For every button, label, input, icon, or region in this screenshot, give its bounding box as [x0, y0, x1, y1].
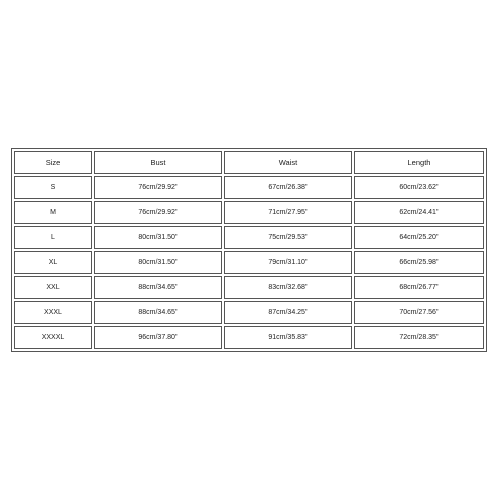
cell-length: 66cm/25.98'': [354, 251, 484, 274]
cell-length: 70cm/27.56'': [354, 301, 484, 324]
cell-waist: 87cm/34.25'': [224, 301, 352, 324]
cell-length: 72cm/28.35'': [354, 326, 484, 349]
table-row: [14, 301, 484, 324]
table-header-row: [14, 151, 484, 174]
cell-waist: 91cm/35.83'': [224, 326, 352, 349]
cell-size: XXXXL: [14, 326, 92, 349]
cell-size: XL: [14, 251, 92, 274]
cell-bust: 88cm/34.65'': [94, 276, 222, 299]
cell-bust: 76cm/29.92'': [94, 201, 222, 224]
table-row: [14, 276, 484, 299]
cell-size: XXL: [14, 276, 92, 299]
cell-waist: 79cm/31.10'': [224, 251, 352, 274]
table-row: [14, 326, 484, 349]
cell-bust: 76cm/29.92'': [94, 176, 222, 199]
header-waist: Waist: [224, 151, 352, 174]
cell-waist: 83cm/32.68'': [224, 276, 352, 299]
cell-length: 62cm/24.41'': [354, 201, 484, 224]
cell-size: M: [14, 201, 92, 224]
cell-waist: 75cm/29.53'': [224, 226, 352, 249]
cell-bust: 96cm/37.80'': [94, 326, 222, 349]
table-row: [14, 226, 484, 249]
header-length: Length: [354, 151, 484, 174]
cell-bust: 80cm/31.50'': [94, 251, 222, 274]
table-row: [14, 251, 484, 274]
cell-bust: 80cm/31.50'': [94, 226, 222, 249]
table-row: [14, 176, 484, 199]
cell-waist: 71cm/27.95'': [224, 201, 352, 224]
size-chart-table: [11, 148, 487, 352]
cell-length: 68cm/26.77'': [354, 276, 484, 299]
header-bust: Bust: [94, 151, 222, 174]
cell-length: 64cm/25.20'': [354, 226, 484, 249]
cell-bust: 88cm/34.65'': [94, 301, 222, 324]
cell-size: S: [14, 176, 92, 199]
cell-waist: 67cm/26.38'': [224, 176, 352, 199]
cell-size: XXXL: [14, 301, 92, 324]
cell-size: L: [14, 226, 92, 249]
header-size: Size: [14, 151, 92, 174]
cell-length: 60cm/23.62'': [354, 176, 484, 199]
table-row: [14, 201, 484, 224]
